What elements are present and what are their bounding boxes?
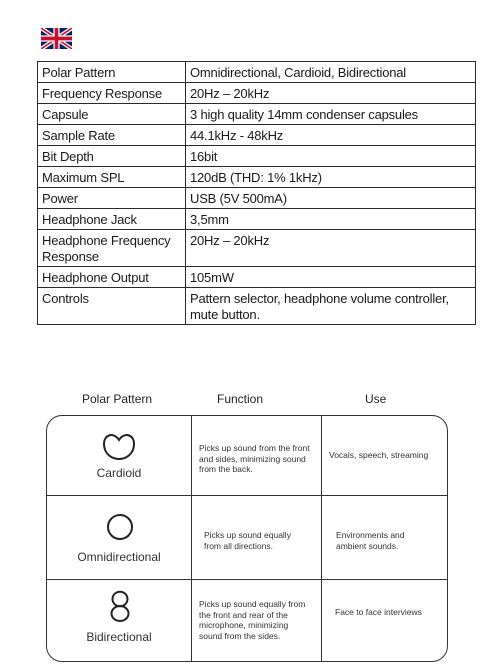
spec-value: 3,5mm	[186, 209, 476, 230]
spec-value: USB (5V 500mA)	[186, 188, 476, 209]
spec-value: 20Hz – 20kHz	[186, 83, 476, 104]
uk-flag-icon	[41, 28, 72, 49]
polar-pattern-function: Picks up sound equally from all directions.	[204, 530, 291, 551]
polar-row-cardioid	[47, 416, 447, 495]
spec-label: Polar Pattern	[38, 62, 186, 83]
polar-pattern-use: Face to face interviews	[335, 607, 422, 617]
table-row	[38, 62, 476, 83]
header-polar-pattern: Polar Pattern	[82, 392, 153, 406]
table-row	[38, 267, 476, 288]
spec-label: Maximum SPL	[38, 167, 186, 188]
spec-value: 3 high quality 14mm condenser capsules	[186, 104, 476, 125]
bidirectional-icon	[110, 590, 130, 622]
header-function: Function	[217, 392, 264, 406]
polar-pattern-use: Environments and ambient sounds.	[336, 530, 405, 551]
spec-label: Headphone Output	[38, 267, 186, 288]
spec-label: Headphone Frequency Response	[38, 230, 186, 267]
table-row	[38, 288, 476, 325]
header-use: Use	[365, 392, 387, 406]
spec-value: 16bit	[186, 146, 476, 167]
spec-value: 105mW	[186, 267, 476, 288]
polar-row-bidirectional	[47, 579, 447, 662]
spec-label: Frequency Response	[38, 83, 186, 104]
polar-pattern-table	[46, 415, 448, 662]
spec-label: Power	[38, 188, 186, 209]
spec-label: Bit Depth	[38, 146, 186, 167]
table-row	[38, 83, 476, 104]
polar-pattern-name: Cardioid	[96, 466, 142, 480]
polar-pattern-name: Bidirectional	[86, 630, 152, 644]
spec-value: 120dB (THD: 1% 1kHz)	[186, 167, 476, 188]
spec-value: 20Hz – 20kHz	[186, 230, 476, 267]
table-row	[38, 125, 476, 146]
table-row	[38, 146, 476, 167]
polar-pattern-function: Picks up sound from the front and sides, minimizing sound from the back.	[199, 443, 310, 474]
polar-pattern-use: Vocals, speech, streaming	[329, 450, 429, 460]
spec-label: Controls	[38, 288, 186, 325]
spec-label: Sample Rate	[38, 125, 186, 146]
spec-value: Omnidirectional, Cardioid, Bidirectional	[186, 62, 476, 83]
polar-pattern-name: Omnidirectional	[77, 550, 161, 564]
cardioid-icon	[102, 433, 136, 461]
polar-pattern-function: Picks up sound equally from the front and rear of the microphone, minimizing sound from the sides.	[199, 599, 306, 641]
spec-value: 44.1kHz - 48kHz	[186, 125, 476, 146]
specifications-table	[37, 61, 476, 325]
spec-value: Pattern selector, headphone volume controller, mute button.	[186, 288, 476, 325]
spec-label: Capsule	[38, 104, 186, 125]
table-row	[38, 104, 476, 125]
table-row	[38, 209, 476, 230]
omnidirectional-icon	[106, 513, 134, 541]
spec-label: Headphone Jack	[38, 209, 186, 230]
table-row	[38, 167, 476, 188]
polar-row-omnidirectional	[47, 495, 447, 580]
table-row	[38, 188, 476, 209]
table-row	[38, 230, 476, 267]
